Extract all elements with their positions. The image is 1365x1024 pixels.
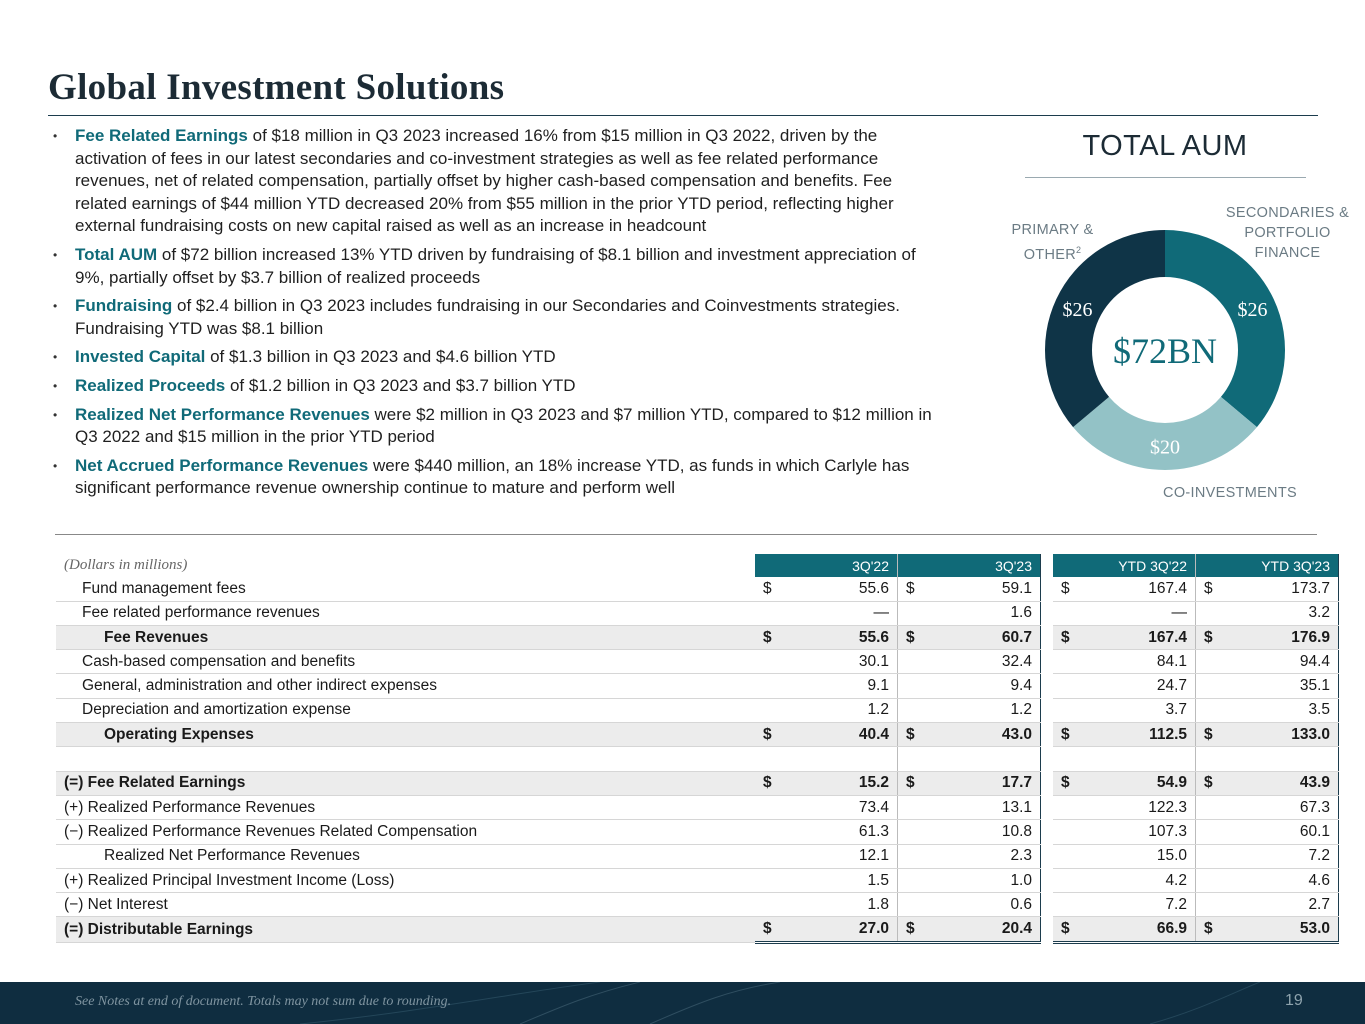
table-row bbox=[56, 868, 1339, 892]
row-label: (=) Fee Related Earnings bbox=[56, 771, 755, 795]
currency-symbol: $ bbox=[1061, 920, 1070, 938]
bullet-item bbox=[48, 404, 948, 449]
value-cell bbox=[755, 771, 898, 795]
donut-slice-label-0: $26 bbox=[1237, 299, 1268, 322]
bullet-highlight: Total AUM bbox=[75, 244, 158, 264]
value-amount: 1.2 bbox=[1010, 701, 1032, 719]
value-cell bbox=[1053, 771, 1196, 795]
value-amount: 35.1 bbox=[1299, 677, 1330, 695]
bullet-text: were $2 million in Q3 2023 and $7 million YTD, compared to $12 million in Q3 2022 and $15 million in the prior YTD period bbox=[75, 404, 932, 447]
value-amount: 94.4 bbox=[1299, 652, 1330, 670]
value-amount: 3.5 bbox=[1308, 701, 1330, 719]
value-cell bbox=[1196, 820, 1339, 844]
value-cell bbox=[898, 674, 1041, 698]
value-cell bbox=[1053, 577, 1196, 601]
value-cell bbox=[1053, 625, 1196, 649]
row-label: General, administration and other indirect expenses bbox=[56, 674, 755, 698]
table-row bbox=[56, 723, 1339, 747]
bullet-text: were $440 million, an 18% increase YTD, as funds in which Carlyle has significant performance revenue ownership continue to mature and perform well bbox=[75, 455, 910, 498]
row-label: (=) Distributable Earnings bbox=[56, 917, 755, 942]
bullet-highlight: Net Accrued Performance Revenues bbox=[75, 455, 369, 475]
table-row bbox=[56, 844, 1339, 868]
table-row bbox=[56, 577, 1339, 601]
header-ytd-3q23: YTD 3Q'23 bbox=[1196, 554, 1339, 577]
value-amount: 0.6 bbox=[1010, 895, 1032, 913]
value-cell bbox=[1053, 917, 1196, 942]
currency-symbol: $ bbox=[1204, 725, 1213, 743]
aum-divider bbox=[1025, 177, 1306, 178]
value-cell bbox=[755, 795, 898, 819]
value-cell bbox=[898, 650, 1041, 674]
donut-slice-label-1: $20 bbox=[1150, 436, 1180, 459]
value-amount: 12.1 bbox=[858, 847, 889, 865]
value-amount: 173.7 bbox=[1291, 579, 1330, 597]
row-label: Cash-based compensation and benefits bbox=[56, 650, 755, 674]
value-cell bbox=[755, 577, 898, 601]
value-amount: 15.0 bbox=[1156, 847, 1187, 865]
value-amount: 43.0 bbox=[1001, 725, 1032, 743]
value-amount: 2.7 bbox=[1308, 895, 1330, 913]
label-co-investments: CO-INVESTMENTS bbox=[1163, 485, 1297, 501]
value-amount: — bbox=[1171, 604, 1187, 622]
value-amount: 32.4 bbox=[1001, 652, 1032, 670]
header-3q23: 3Q'23 bbox=[898, 554, 1041, 577]
bullet-text: of $1.2 billion in Q3 2023 and $3.7 billion YTD bbox=[225, 375, 576, 395]
value-amount: 61.3 bbox=[858, 822, 889, 840]
value-amount: 167.4 bbox=[1148, 579, 1187, 597]
value-amount: 1.2 bbox=[867, 701, 889, 719]
value-amount: 122.3 bbox=[1148, 798, 1187, 816]
currency-symbol: $ bbox=[1061, 628, 1070, 646]
value-cell bbox=[1053, 820, 1196, 844]
table-row bbox=[56, 820, 1339, 844]
value-amount: 55.6 bbox=[858, 579, 889, 597]
table-row bbox=[56, 625, 1339, 649]
table-spacer-row bbox=[56, 747, 1339, 771]
bullet-item bbox=[48, 125, 948, 238]
value-cell bbox=[898, 844, 1041, 868]
value-amount: 3.7 bbox=[1165, 701, 1187, 719]
bullet-item bbox=[48, 295, 948, 340]
bullet-item bbox=[48, 346, 948, 369]
row-label: Operating Expenses bbox=[56, 723, 755, 747]
value-cell bbox=[755, 723, 898, 747]
value-amount: 40.4 bbox=[858, 725, 889, 743]
row-label: (−) Realized Performance Revenues Related Compensation bbox=[56, 820, 755, 844]
value-amount: 4.6 bbox=[1308, 871, 1330, 889]
bullet-item bbox=[48, 375, 948, 398]
value-cell bbox=[755, 844, 898, 868]
value-amount: 67.3 bbox=[1299, 798, 1330, 816]
value-amount: 1.8 bbox=[867, 895, 889, 913]
value-amount: 43.9 bbox=[1299, 774, 1330, 792]
currency-symbol: $ bbox=[906, 579, 915, 597]
table-row bbox=[56, 601, 1339, 625]
bullet-text: of $18 million in Q3 2023 increased 16% from $15 million in Q3 2022, driven by the activation of fees in our latest secondaries and co-investment strategies as well as fee related performance revenues, net of related compensation, partially offset by higher cash-based compensation and benefits. Fee related earnings of $44 million YTD decreased 20% from $55 million in the prior YTD period, reflecting higher external fundraising costs on new capital raised as well as an increase in headcount bbox=[75, 126, 894, 236]
value-amount: — bbox=[873, 604, 889, 622]
value-cell bbox=[1196, 868, 1339, 892]
currency-symbol: $ bbox=[1204, 920, 1213, 938]
table-row bbox=[56, 917, 1339, 942]
value-cell bbox=[1053, 893, 1196, 917]
value-cell bbox=[1053, 601, 1196, 625]
value-amount: 107.3 bbox=[1148, 822, 1187, 840]
value-cell bbox=[1196, 723, 1339, 747]
value-amount: 1.6 bbox=[1010, 604, 1032, 622]
currency-symbol: $ bbox=[1204, 579, 1213, 597]
table-row bbox=[56, 893, 1339, 917]
table-row bbox=[56, 795, 1339, 819]
currency-symbol: $ bbox=[906, 725, 915, 743]
value-amount: 54.9 bbox=[1156, 774, 1187, 792]
header-3q22: 3Q'22 bbox=[755, 554, 898, 577]
value-cell bbox=[1196, 893, 1339, 917]
row-label: Fee related performance revenues bbox=[56, 601, 755, 625]
value-cell bbox=[898, 625, 1041, 649]
value-amount: 66.9 bbox=[1156, 920, 1187, 938]
currency-symbol: $ bbox=[763, 774, 772, 792]
value-amount: 30.1 bbox=[858, 652, 889, 670]
value-cell bbox=[1053, 723, 1196, 747]
currency-symbol: $ bbox=[906, 774, 915, 792]
donut-slice-label-2: $26 bbox=[1062, 299, 1093, 322]
label-primary-other: PRIMARY & OTHER$^2$ bbox=[1011, 222, 1094, 263]
bullet-item bbox=[48, 455, 948, 500]
row-label: Depreciation and amortization expense bbox=[56, 698, 755, 722]
value-amount: 7.2 bbox=[1308, 847, 1330, 865]
highlights-list bbox=[48, 125, 948, 506]
donut-center-label: $72BN bbox=[1112, 331, 1218, 371]
value-cell bbox=[755, 674, 898, 698]
value-cell bbox=[1196, 917, 1339, 942]
aum-title: TOTAL AUM bbox=[1082, 130, 1248, 162]
row-label: Fund management fees bbox=[56, 577, 755, 601]
value-cell bbox=[1196, 650, 1339, 674]
value-amount: 112.5 bbox=[1149, 725, 1187, 743]
value-cell bbox=[1053, 844, 1196, 868]
value-amount: 17.7 bbox=[1001, 774, 1032, 792]
row-label: (+) Realized Principal Investment Income (Loss) bbox=[56, 868, 755, 892]
currency-symbol: $ bbox=[906, 920, 915, 938]
value-cell bbox=[755, 893, 898, 917]
value-cell bbox=[898, 771, 1041, 795]
value-cell bbox=[898, 723, 1041, 747]
value-amount: 9.4 bbox=[1010, 677, 1032, 695]
financial-table bbox=[56, 554, 1339, 944]
value-cell bbox=[898, 917, 1041, 942]
section-divider bbox=[55, 534, 1317, 535]
value-amount: 15.2 bbox=[858, 774, 889, 792]
value-cell bbox=[755, 650, 898, 674]
title-divider bbox=[48, 115, 1318, 116]
units-label: (Dollars in millions) bbox=[64, 557, 188, 574]
label-secondaries: SECONDARIES & PORTFOLIO FINANCE bbox=[1225, 205, 1350, 261]
value-amount: 24.7 bbox=[1156, 677, 1187, 695]
value-cell bbox=[898, 698, 1041, 722]
bullet-highlight: Fundraising bbox=[75, 296, 173, 316]
value-amount: 133.0 bbox=[1291, 725, 1330, 743]
value-amount: 4.2 bbox=[1165, 871, 1187, 889]
bullet-highlight: Realized Net Performance Revenues bbox=[75, 404, 370, 424]
currency-symbol: $ bbox=[1061, 579, 1070, 597]
value-cell bbox=[1053, 674, 1196, 698]
page-title: Global Investment Solutions bbox=[48, 67, 505, 108]
footnote: See Notes at end of document. Totals may not sum due to rounding. bbox=[75, 994, 452, 1009]
currency-symbol: $ bbox=[763, 725, 772, 743]
bullet-text: of $72 billion increased 13% YTD driven by fundraising of $8.1 billion and investment appreciation of 9%, partially offset by $3.7 billion of realized proceeds bbox=[75, 244, 916, 287]
row-label: Fee Revenues bbox=[56, 625, 755, 649]
bullet-item bbox=[48, 244, 948, 289]
value-cell bbox=[898, 868, 1041, 892]
bullet-highlight: Invested Capital bbox=[75, 347, 206, 367]
value-cell bbox=[755, 698, 898, 722]
value-cell bbox=[755, 820, 898, 844]
value-cell bbox=[1196, 795, 1339, 819]
bullet-text: of $1.3 billion in Q3 2023 and $4.6 billion YTD bbox=[205, 347, 556, 367]
value-amount: 59.1 bbox=[1001, 579, 1032, 597]
value-cell bbox=[1196, 844, 1339, 868]
value-cell bbox=[755, 601, 898, 625]
donut-slice-1 bbox=[1073, 397, 1257, 470]
value-amount: 10.8 bbox=[1001, 822, 1032, 840]
value-cell bbox=[755, 868, 898, 892]
value-amount: 7.2 bbox=[1165, 895, 1187, 913]
value-amount: 3.2 bbox=[1308, 604, 1330, 622]
value-amount: 1.0 bbox=[1010, 871, 1032, 889]
value-amount: 60.7 bbox=[1001, 628, 1032, 646]
value-amount: 27.0 bbox=[858, 920, 889, 938]
row-label: (+) Realized Performance Revenues bbox=[56, 795, 755, 819]
value-amount: 167.4 bbox=[1148, 628, 1187, 646]
currency-symbol: $ bbox=[763, 628, 772, 646]
table-row bbox=[56, 674, 1339, 698]
value-amount: 84.1 bbox=[1156, 652, 1187, 670]
value-cell bbox=[898, 893, 1041, 917]
value-cell bbox=[1053, 650, 1196, 674]
header-ytd-3q22: YTD 3Q'22 bbox=[1053, 554, 1196, 577]
value-cell bbox=[898, 577, 1041, 601]
table-header-row bbox=[56, 554, 1339, 577]
currency-symbol: $ bbox=[1061, 774, 1070, 792]
value-cell bbox=[755, 625, 898, 649]
currency-symbol: $ bbox=[1204, 774, 1213, 792]
value-cell bbox=[1196, 625, 1339, 649]
value-cell bbox=[1196, 771, 1339, 795]
value-cell bbox=[1196, 698, 1339, 722]
bullet-text: of $2.4 billion in Q3 2023 includes fundraising in our Secondaries and Coinvestments strategies. Fundraising YTD was $8.1 billion bbox=[75, 296, 900, 338]
value-cell bbox=[1196, 577, 1339, 601]
value-cell bbox=[1196, 674, 1339, 698]
value-amount: 73.4 bbox=[858, 798, 889, 816]
page-number: 19 bbox=[1285, 992, 1303, 1009]
value-amount: 2.3 bbox=[1010, 847, 1032, 865]
table-row bbox=[56, 771, 1339, 795]
currency-symbol: $ bbox=[763, 579, 772, 597]
table-row bbox=[56, 698, 1339, 722]
currency-symbol: $ bbox=[1061, 725, 1070, 743]
value-cell bbox=[755, 917, 898, 942]
bullet-highlight: Realized Proceeds bbox=[75, 375, 226, 395]
value-amount: 9.1 bbox=[867, 677, 889, 695]
value-cell bbox=[1053, 698, 1196, 722]
row-label: (−) Net Interest bbox=[56, 893, 755, 917]
value-amount: 53.0 bbox=[1299, 920, 1330, 938]
currency-symbol: $ bbox=[1204, 628, 1213, 646]
value-cell bbox=[898, 601, 1041, 625]
value-amount: 20.4 bbox=[1001, 920, 1032, 938]
bullet-highlight: Fee Related Earnings bbox=[75, 126, 248, 145]
table-row bbox=[56, 650, 1339, 674]
currency-symbol: $ bbox=[763, 920, 772, 938]
value-amount: 55.6 bbox=[858, 628, 889, 646]
row-label: Realized Net Performance Revenues bbox=[56, 844, 755, 868]
value-amount: 176.9 bbox=[1291, 628, 1330, 646]
value-amount: 1.5 bbox=[867, 871, 889, 889]
value-amount: 13.1 bbox=[1001, 798, 1032, 816]
currency-symbol: $ bbox=[906, 628, 915, 646]
value-cell bbox=[898, 820, 1041, 844]
value-cell bbox=[898, 795, 1041, 819]
value-cell bbox=[1053, 795, 1196, 819]
value-amount: 60.1 bbox=[1299, 822, 1330, 840]
value-cell bbox=[1053, 868, 1196, 892]
footer-bar bbox=[0, 982, 1365, 1024]
value-cell bbox=[1196, 601, 1339, 625]
